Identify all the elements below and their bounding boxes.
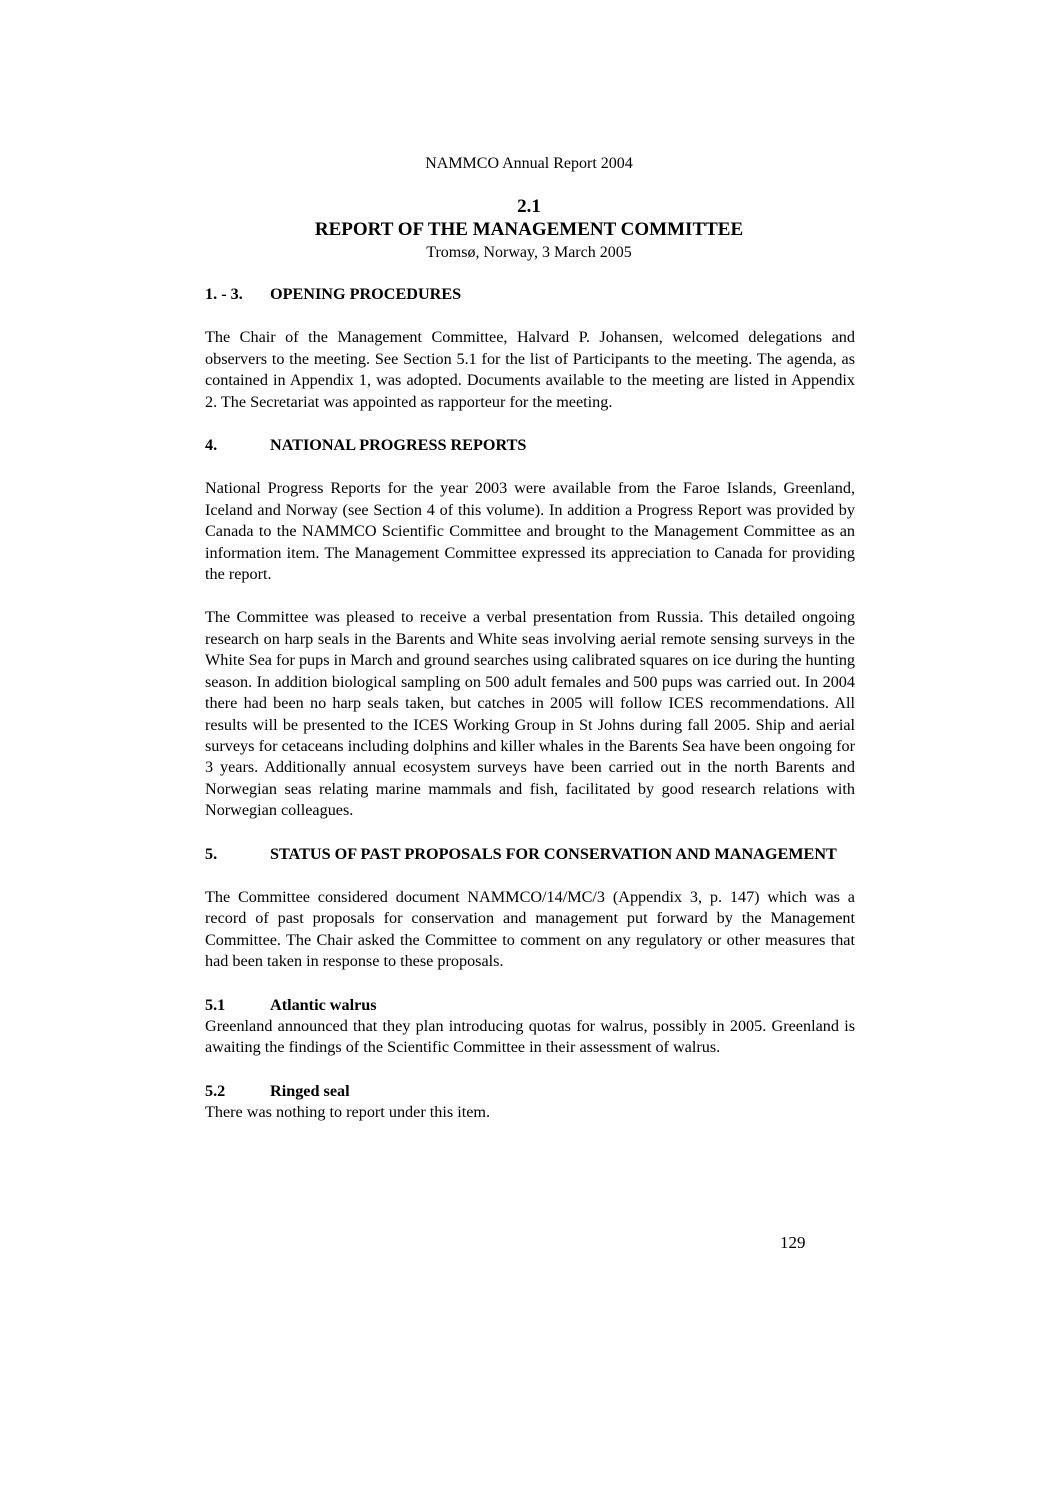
paragraph: The Chair of the Management Committee, Halvard P. Johansen, welcomed delegations and observers to the meeting. See Section 5.1 for the list of Participants to the meeting. The agenda, as contained in Appendix 1, was adopted. Documents available to the meeting are listed in Appendix 2. The Secretariat was appointed as rapporteur for the meeting. [205, 328, 855, 411]
paragraph: Greenland announced that they plan introducing quotas for walrus, possibly in 2005. Greenland is awaiting the findings of the Scientific Committee in their assessment of walrus. [205, 1016, 855, 1057]
subsection-number: 5.1 [205, 995, 226, 1014]
running-head: NAMMCO Annual Report 2004 [425, 155, 633, 172]
section-heading-status-of-past-proposals [205, 844, 855, 865]
report-body [205, 284, 855, 1124]
report-number: 2.1 [517, 196, 541, 217]
page-number: 129 [780, 1233, 806, 1252]
section-title: OPENING PROCEDURES [270, 285, 462, 303]
paragraph: The Committee considered document NAMMCO/14/MC/3 (Appendix 3, p. 147) which was a record of past proposals for conservation and management put forward by the Management Committee. The Chair asked the Committee to comment on any regulatory or other measures that had been taken in response to these proposals. [205, 887, 855, 971]
section-heading-opening-procedures [205, 284, 855, 305]
section-title: STATUS OF PAST PROPOSALS FOR CONSERVATION AND MANAGEMENT [270, 844, 837, 863]
section-number: 4. [205, 436, 218, 455]
paragraph: The Committee was pleased to receive a verbal presentation from Russia. This detailed ongoing research on harp seals in the Barents and White seas involving aerial remote sensing surveys in the White Sea for pups in March and ground searches using calibrated squares on ice during the hunting season. In addition biological sampling on 500 adult females and 500 pups was carried out. In 2004 there had been no harp seals taken, but catches in 2005 will follow ICES recommendations. All results will be presented to the ICES Working Group in St Johns during fall 2005. Ship and aerial surveys for cetaceans including dolphins and killer whales in the Barents Sea have been ongoing for 3 years. Additionally annual ecosystem surveys have been carried out in the north Barents and Norwegian seas relating marine mammals and fish, facilitated by good research relations with Norwegian colleagues. [205, 608, 856, 820]
paragraph: National Progress Reports for the year 2003 were available from the Faroe Islands, Greenland, Iceland and Norway (see Section 4 of this volume). In addition a Progress Report was provided by Canada to the NAMMCO Scientific Committee and brought to the Management Committee as an information item. The Management Committee expressed its appreciation to Canada for providing the report. [205, 479, 855, 584]
subsection-heading-ringed-seal [205, 1081, 855, 1102]
subsection-title: Atlantic walrus [270, 995, 377, 1014]
section-heading-national-progress-reports [205, 435, 855, 456]
section-number: 1. - 3. [205, 285, 243, 303]
section-title: NATIONAL PROGRESS REPORTS [270, 436, 527, 455]
report-title: REPORT OF THE MANAGEMENT COMMITTEE [314, 219, 744, 240]
subsection-heading-atlantic-walrus [205, 995, 855, 1016]
section-number: 5. [205, 844, 218, 863]
report-location-date: Tromsø, Norway, 3 March 2005 [426, 244, 632, 261]
subsection-title: Ringed seal [270, 1081, 350, 1100]
paragraph: There was nothing to report under this item. [205, 1103, 491, 1122]
subsection-number: 5.2 [205, 1081, 226, 1100]
